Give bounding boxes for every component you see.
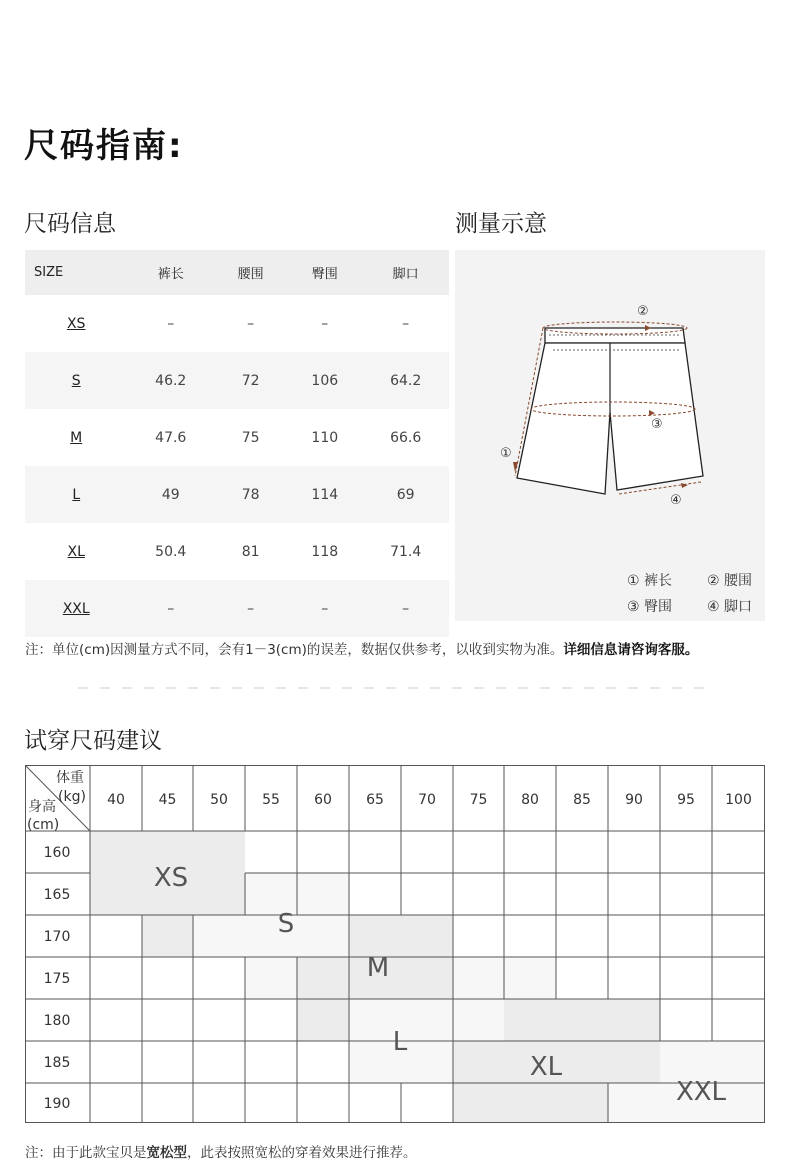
- size-cell: M: [70, 429, 83, 446]
- marker-length: ①: [500, 446, 512, 461]
- weight-header: 90: [625, 792, 643, 808]
- shorts-illustration: [455, 250, 765, 621]
- size-cell: S: [25, 352, 127, 409]
- zone-xl-fill: [504, 999, 660, 1041]
- value-cell: –: [127, 580, 214, 637]
- value-cell: 106: [287, 352, 362, 409]
- value-cell: 81: [241, 543, 260, 560]
- col-size: SIZE: [25, 250, 127, 295]
- corner-height-label: 身高: [28, 799, 56, 815]
- zone-fills: [90, 831, 765, 1123]
- zone-label-xs: XS: [153, 863, 189, 893]
- measure-note: [25, 638, 698, 658]
- legend-length: ① 裤长: [627, 573, 673, 589]
- value-cell: 78: [214, 466, 287, 523]
- weight-header: 40: [107, 792, 125, 808]
- value-cell: 46.2: [127, 352, 214, 409]
- col-length: 裤长: [127, 250, 214, 295]
- weight-header: 75: [469, 792, 488, 808]
- size-info-heading: 尺码信息: [24, 211, 116, 237]
- value-cell: 47.6: [155, 429, 187, 446]
- height-headers: [44, 845, 71, 1112]
- value-cell: 72: [214, 352, 287, 409]
- fit-note-suffix: ，此表按照宽松的穿着效果进行推荐。: [187, 1145, 417, 1161]
- weight-header: 70: [418, 792, 436, 808]
- table-row: [25, 466, 449, 523]
- zone-m-fill: [297, 999, 349, 1041]
- value-cell: 110: [311, 429, 339, 446]
- fit-grid: [25, 765, 765, 1123]
- zone-m-fill: [349, 915, 453, 957]
- measure-heading: 测量示意: [455, 211, 547, 237]
- corner-weight-unit: (kg): [58, 789, 86, 805]
- height-header: 160: [43, 845, 71, 861]
- zone-l-fill: [349, 999, 504, 1041]
- col-waist: 腰围: [214, 250, 287, 295]
- col-hem: 脚口: [362, 250, 449, 295]
- corner-height-unit: (cm): [27, 817, 60, 833]
- weight-header: 45: [158, 792, 177, 808]
- height-header: 185: [43, 1055, 71, 1071]
- table-row: [25, 580, 449, 637]
- size-cell: XXL: [25, 580, 127, 637]
- value-cell: –: [287, 580, 362, 637]
- page-title: 尺码指南:: [24, 126, 184, 166]
- zone-s-fill: [193, 915, 349, 957]
- fit-note-bold: 宽松型: [146, 1145, 187, 1161]
- value-cell: –: [214, 580, 287, 637]
- size-table: [25, 250, 449, 637]
- table-row: [25, 409, 449, 466]
- weight-header: 65: [366, 792, 384, 808]
- marker-waist: ②: [637, 304, 649, 319]
- marker-hip: ③: [651, 417, 663, 432]
- value-cell: 49: [127, 466, 214, 523]
- zone-label-l: L: [392, 1027, 408, 1057]
- value-cell: –: [167, 315, 175, 332]
- zone-label-m: M: [366, 953, 390, 983]
- measure-note-bold: 详细信息请咨询客服。: [563, 642, 699, 658]
- size-table-header: [25, 250, 449, 295]
- table-row: [25, 295, 449, 352]
- weight-header: 85: [573, 792, 591, 808]
- value-cell: 71.4: [390, 543, 422, 560]
- weight-header: 50: [210, 792, 228, 808]
- height-header: 165: [43, 887, 71, 903]
- legend-hem: ④ 脚口: [707, 599, 753, 615]
- size-cell: XL: [67, 543, 85, 560]
- value-cell: 50.4: [155, 543, 187, 560]
- height-header: 170: [43, 929, 71, 945]
- zone-label-xxl: XXL: [675, 1077, 727, 1107]
- value-cell: 118: [311, 543, 339, 560]
- col-hip: 臀围: [287, 250, 362, 295]
- value-cell: –: [321, 315, 329, 332]
- value-cell: 66.6: [390, 429, 422, 446]
- corner-labels: [27, 769, 86, 833]
- legend-waist: ② 腰围: [707, 573, 753, 589]
- fit-heading: 试穿尺码建议: [24, 728, 162, 754]
- measure-diagram: [455, 250, 765, 621]
- zone-s-fill: [245, 957, 297, 999]
- zone-xl-fill: [453, 1083, 608, 1123]
- measure-note-text: 注：单位(cm)因测量方式不同，会有1－3(cm)的误差，数据仅供参考，以收到实物为准。: [25, 642, 564, 658]
- value-cell: 69: [362, 466, 449, 523]
- size-cell: XS: [66, 315, 86, 332]
- weight-header: 55: [262, 792, 280, 808]
- value-cell: –: [402, 315, 410, 332]
- table-row: [25, 523, 449, 580]
- fit-note: [25, 1141, 417, 1161]
- zone-label-s: S: [277, 909, 295, 939]
- value-cell: 64.2: [362, 352, 449, 409]
- weight-header: 60: [314, 792, 332, 808]
- weight-header: 80: [521, 792, 539, 808]
- weight-headers: [107, 792, 752, 808]
- height-header: 190: [43, 1096, 71, 1112]
- size-cell: L: [25, 466, 127, 523]
- corner-weight-label: 体重: [56, 770, 84, 786]
- height-header: 175: [43, 971, 71, 987]
- table-row: [25, 352, 449, 409]
- weight-header: 100: [725, 792, 752, 808]
- value-cell: 75: [241, 429, 260, 446]
- marker-hem: ④: [670, 493, 682, 508]
- zone-label-xl: XL: [529, 1052, 563, 1082]
- value-cell: –: [247, 315, 255, 332]
- zone-xs-fill: [142, 915, 193, 957]
- fit-note-prefix: 注：由于此款宝贝是: [25, 1145, 147, 1161]
- value-cell: –: [362, 580, 449, 637]
- dashed-divider: [78, 684, 713, 692]
- value-cell: 114: [287, 466, 362, 523]
- height-header: 180: [43, 1013, 71, 1029]
- weight-header: 95: [677, 792, 695, 808]
- legend-hip: ③ 臀围: [627, 599, 673, 615]
